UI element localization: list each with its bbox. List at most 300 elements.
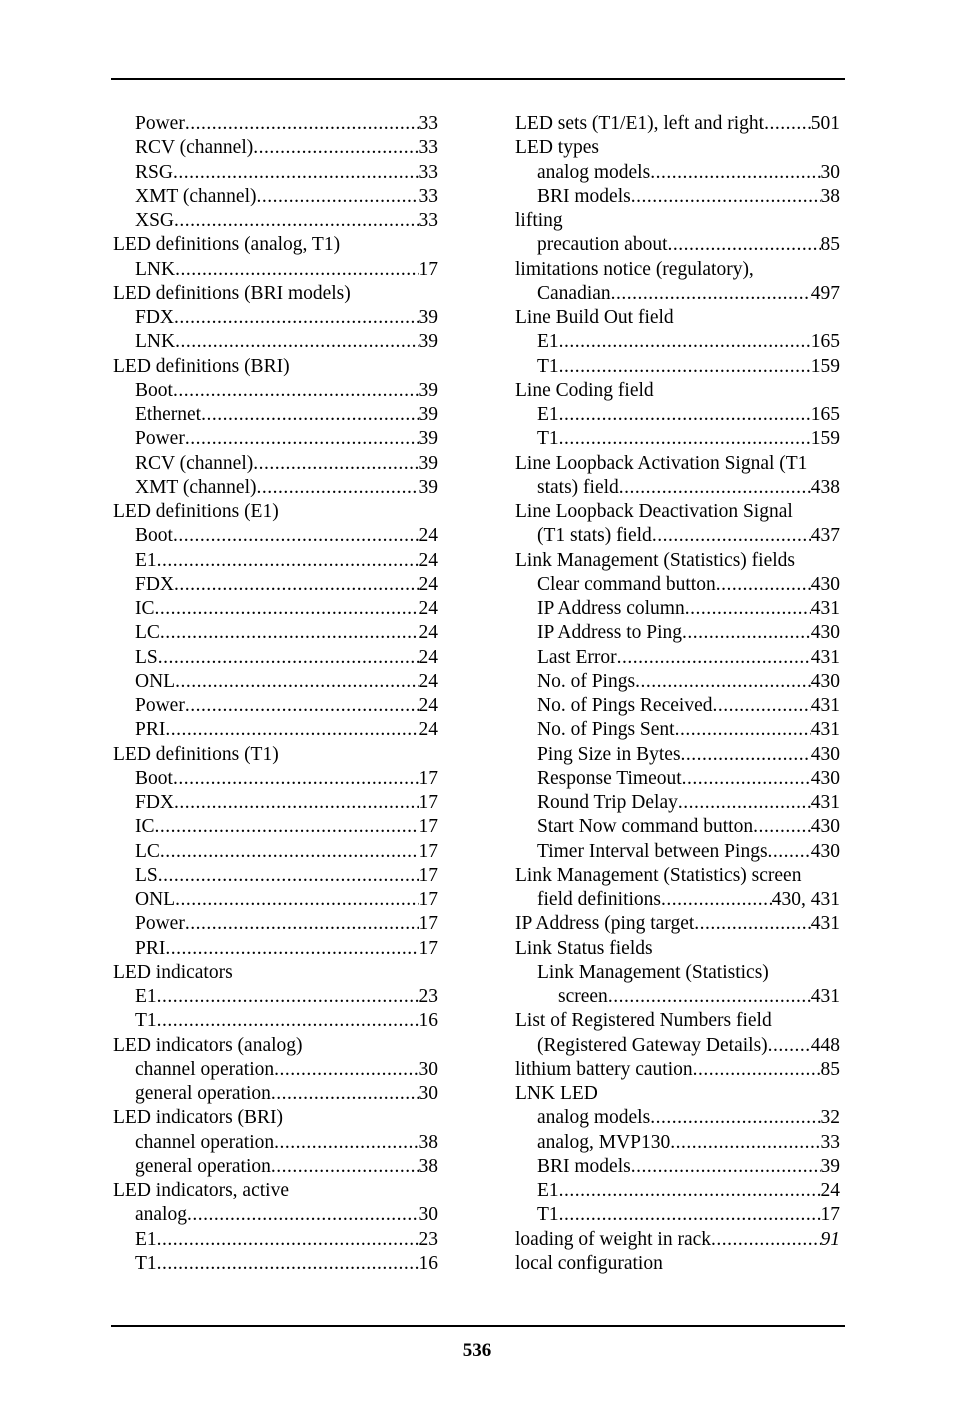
leader-dots (693, 1058, 821, 1082)
index-term: Ethernet (135, 404, 202, 425)
page-reference: 24 (418, 719, 438, 741)
index-term: Link Status fields (515, 937, 653, 959)
leader-dots (682, 621, 811, 645)
leader-dots (174, 209, 418, 233)
page-reference: 430 (810, 767, 840, 789)
index-subentry (515, 961, 840, 985)
leader-dots (753, 815, 811, 839)
index-heading (515, 912, 840, 936)
page-reference: 497 (810, 282, 840, 304)
index-subentry (113, 597, 438, 621)
index-subentry (113, 985, 438, 1009)
index-subentry (515, 840, 840, 864)
index-term: LED definitions (BRI) (113, 355, 290, 377)
index-term: LED definitions (T1) (113, 743, 279, 765)
leader-dots (650, 161, 820, 185)
page-reference: 33 (418, 185, 438, 207)
page-reference: 30 (418, 1083, 438, 1104)
index-subentry (113, 209, 438, 233)
leader-dots (174, 791, 418, 815)
index-subentry (515, 355, 840, 379)
index-subentry (113, 694, 438, 718)
index-heading (515, 937, 840, 961)
page-reference: 16 (418, 1252, 438, 1274)
index-heading (113, 961, 438, 985)
page-reference: 39 (418, 379, 438, 401)
leader-dots (175, 330, 418, 354)
leader-dots (157, 1252, 419, 1276)
index-term: LED indicators (BRI) (113, 1107, 284, 1129)
index-heading (113, 743, 438, 767)
index-term: LED definitions (E1) (113, 501, 279, 522)
page-reference: 448 (810, 1034, 840, 1056)
leader-dots (174, 306, 418, 330)
page-reference: 17 (418, 913, 438, 935)
index-term: LED indicators (analog) (113, 1034, 303, 1056)
page-reference: 33 (820, 1131, 840, 1153)
index-subentry (515, 1203, 840, 1227)
index-subentry (515, 476, 840, 500)
leader-dots (185, 912, 419, 936)
index-term: BRI models (537, 1155, 631, 1177)
leader-dots (682, 767, 811, 791)
index-term: E1 (537, 404, 559, 425)
index-subentry (515, 815, 840, 839)
index-term: LED sets (T1/E1), left and right (515, 113, 765, 134)
index-subentry (113, 452, 438, 476)
index-heading (113, 500, 438, 524)
index-subentry (113, 524, 438, 548)
index-term: Line Loopback Activation Signal (T1 (515, 452, 808, 474)
index-column-left (113, 112, 438, 1276)
index-heading (113, 355, 438, 379)
page-reference: 39 (418, 307, 438, 328)
leader-dots (158, 646, 419, 670)
leader-dots (253, 452, 418, 476)
index-term: Ping Size in Bytes (537, 743, 681, 765)
index-heading (515, 864, 840, 888)
index-heading (515, 1082, 840, 1106)
index-term: Power (135, 428, 185, 450)
index-subentry (515, 597, 840, 621)
index-subentry (113, 549, 438, 573)
page-reference: 17 (418, 792, 438, 813)
index-term: Link Management (Statistics) (537, 961, 769, 983)
index-term: LC (135, 622, 160, 644)
index-term: Link Management (Statistics) screen (515, 864, 802, 886)
page-reference: 438 (810, 476, 840, 498)
index-term: (Registered Gateway Details) (537, 1034, 768, 1056)
header-rule (111, 78, 845, 80)
leader-dots (175, 258, 418, 282)
leader-dots (668, 233, 821, 257)
leader-dots (253, 136, 418, 160)
page-reference: 430 (810, 622, 840, 644)
index-subentry (113, 1252, 438, 1276)
index-term: LNK (135, 331, 176, 353)
index-subentry (113, 379, 438, 403)
index-subentry (113, 1082, 438, 1106)
index-subentry (515, 791, 840, 815)
index-term: T1 (537, 355, 559, 377)
index-term: T1 (537, 428, 559, 450)
page-reference: 24 (418, 549, 438, 571)
index-term: E1 (135, 986, 157, 1007)
index-subentry (113, 1131, 438, 1155)
index-heading (515, 306, 840, 330)
index-subentry (515, 427, 840, 451)
leader-dots (678, 791, 811, 815)
leader-dots (670, 1131, 820, 1155)
index-term: ONL (135, 889, 176, 910)
leader-dots (185, 112, 419, 136)
leader-dots (271, 1082, 419, 1106)
leader-dots (271, 1155, 419, 1179)
page-reference: 33 (418, 210, 438, 231)
index-term: channel operation (135, 1131, 275, 1153)
index-term: analog models (537, 161, 651, 183)
index-subentry (113, 573, 438, 597)
leader-dots (635, 670, 811, 694)
index-subentry (113, 161, 438, 185)
page-reference: 30 (820, 161, 840, 183)
index-subentry (515, 403, 840, 427)
index-term: Canadian (537, 282, 611, 304)
index-term: Boot (135, 767, 173, 789)
index-term: lithium battery caution (515, 1058, 693, 1080)
leader-dots (611, 282, 811, 306)
index-subentry (515, 185, 840, 209)
page-reference: 17 (418, 840, 438, 862)
index-subentry (113, 864, 438, 888)
index-term: ONL (135, 670, 176, 692)
index-term: analog (135, 1204, 187, 1226)
index-term: XMT (channel) (135, 476, 257, 498)
leader-dots (712, 694, 810, 718)
page-reference: 430 (810, 573, 840, 595)
index-subentry (515, 573, 840, 597)
index-term: FDX (135, 307, 175, 328)
index-subentry (113, 476, 438, 500)
leader-dots (173, 161, 419, 185)
index-term: local configuration (515, 1252, 663, 1274)
leader-dots (650, 1106, 820, 1130)
page-reference: 24 (418, 646, 438, 668)
page-reference: 23 (418, 986, 438, 1007)
index-term: screen (558, 986, 608, 1007)
leader-dots (617, 646, 811, 670)
index-heading (515, 1009, 840, 1033)
index-subentry (515, 1131, 840, 1155)
page-reference: 33 (418, 137, 438, 159)
page-reference: 165 (810, 331, 840, 353)
index-heading (515, 452, 840, 476)
page-reference: 30 (418, 1058, 438, 1080)
index-subentry (515, 161, 840, 185)
page-reference: 17 (820, 1204, 840, 1226)
index-heading (515, 549, 840, 573)
leader-dots (559, 1203, 821, 1227)
page-reference: 85 (820, 1058, 840, 1080)
leader-dots (157, 985, 419, 1009)
index-subentry (113, 1009, 438, 1033)
index-heading (515, 258, 840, 282)
index-term: E1 (135, 1228, 157, 1250)
index-term: field definitions (537, 889, 662, 910)
page-reference: 39 (418, 452, 438, 474)
page-reference: 430 (810, 816, 840, 838)
leader-dots (631, 1155, 821, 1179)
page-reference: 17 (418, 937, 438, 959)
index-subentry (113, 112, 438, 136)
index-heading (515, 1058, 840, 1082)
leader-dots (160, 621, 419, 645)
index-heading (113, 1034, 438, 1058)
index-subentry (515, 1106, 840, 1130)
leader-dots (619, 476, 811, 500)
page-reference: 430, 431 (771, 889, 840, 910)
leader-dots (274, 1131, 418, 1155)
page-reference: 91 (820, 1228, 840, 1250)
index-term: Round Trip Delay (537, 792, 678, 813)
index-term: analog models (537, 1107, 651, 1129)
page-reference: 30 (418, 1204, 438, 1226)
index-subentry (113, 621, 438, 645)
page-reference: 39 (418, 476, 438, 498)
index-subentry (113, 912, 438, 936)
page-reference: 430 (810, 840, 840, 862)
index-term: LED types (515, 137, 599, 159)
leader-dots (716, 573, 811, 597)
page-reference: 33 (418, 113, 438, 134)
index-term: T1 (537, 1204, 559, 1226)
leader-dots (165, 718, 418, 742)
page-reference: 24 (820, 1180, 840, 1201)
index-heading (515, 1252, 840, 1276)
page-reference: 24 (418, 622, 438, 644)
leader-dots (158, 864, 419, 888)
page-reference: 24 (418, 598, 438, 619)
index-term: lifting (515, 210, 563, 231)
index-term: No. of Pings Received (537, 695, 713, 716)
index-term: LED indicators, active (113, 1180, 289, 1201)
index-term: channel operation (135, 1058, 275, 1080)
index-subentry (515, 524, 840, 548)
index-subentry (113, 888, 438, 912)
leader-dots (201, 403, 418, 427)
index-subentry (515, 1179, 840, 1203)
index-term: T1 (135, 1010, 157, 1032)
index-subentry (515, 743, 840, 767)
index-subentry (113, 185, 438, 209)
page-reference: 39 (418, 404, 438, 425)
index-term: E1 (537, 331, 559, 353)
page-reference: 85 (820, 234, 840, 256)
index-subentry (113, 1228, 438, 1252)
index-term: Timer Interval between Pings (537, 840, 768, 862)
index-term: Power (135, 913, 185, 935)
index-subentry (113, 791, 438, 815)
page-reference: 32 (820, 1107, 840, 1129)
leader-dots (173, 379, 419, 403)
leader-dots (256, 185, 418, 209)
index-term: LS (135, 646, 158, 668)
leader-dots (559, 1179, 821, 1203)
index-subentry (113, 937, 438, 961)
index-subentry (515, 767, 840, 791)
page-reference: 437 (810, 525, 840, 547)
leader-dots (155, 597, 419, 621)
index-term: LC (135, 840, 160, 862)
page-reference: 24 (418, 573, 438, 595)
index-term: general operation (135, 1083, 271, 1104)
leader-dots (157, 549, 419, 573)
index-term: Start Now command button (537, 816, 754, 838)
index-term: FDX (135, 792, 175, 813)
index-term: Line Coding field (515, 379, 654, 401)
index-subentry (515, 1034, 840, 1058)
index-term: IP Address column (537, 598, 685, 619)
index-heading (515, 136, 840, 160)
index-term: LNK (135, 258, 176, 280)
page-reference: 38 (820, 185, 840, 207)
leader-dots (559, 427, 811, 451)
leader-dots (175, 888, 418, 912)
index-subentry (113, 646, 438, 670)
page-reference: 24 (418, 695, 438, 716)
index-subentry (113, 840, 438, 864)
leader-dots (768, 840, 811, 864)
index-subentry (515, 233, 840, 257)
index-heading (515, 379, 840, 403)
index-subentry (113, 718, 438, 742)
index-subentry (113, 306, 438, 330)
leader-dots (631, 185, 821, 209)
index-term: Power (135, 695, 185, 716)
index-term: XSG (135, 210, 175, 231)
page-reference: 16 (418, 1010, 438, 1032)
leader-dots (768, 1034, 811, 1058)
index-subentry (515, 330, 840, 354)
leader-dots (681, 743, 811, 767)
page-reference: 431 (810, 986, 840, 1007)
leader-dots (173, 767, 419, 791)
index-heading (515, 1228, 840, 1252)
index-subentry (515, 646, 840, 670)
index-term: Clear command button (537, 573, 716, 595)
index-subentry (515, 694, 840, 718)
page-reference: 159 (810, 428, 840, 450)
index-term: Power (135, 113, 185, 134)
index-term: RSG (135, 161, 173, 183)
index-term: analog, MVP130 (537, 1131, 671, 1153)
index-subentry (515, 718, 840, 742)
index-term: stats) field (537, 476, 619, 498)
index-term: Line Build Out field (515, 307, 674, 328)
page-reference: 431 (810, 646, 840, 668)
leader-dots (160, 840, 419, 864)
index-heading (515, 209, 840, 233)
index-subentry (515, 670, 840, 694)
page-reference: 431 (810, 913, 840, 935)
page-reference: 38 (418, 1155, 438, 1177)
leader-dots (685, 597, 811, 621)
page-reference: 430 (810, 743, 840, 765)
index-term: PRI (135, 719, 166, 741)
page-reference: 17 (418, 864, 438, 886)
page-reference: 39 (418, 428, 438, 450)
index-term: LED definitions (analog, T1) (113, 234, 341, 256)
index-subentry (113, 1203, 438, 1227)
leader-dots (165, 937, 418, 961)
index-subentry (113, 1155, 438, 1179)
index-term: IC (135, 598, 155, 619)
index-term: IP Address to Ping (537, 622, 683, 644)
leader-dots (187, 1203, 419, 1227)
index-term: E1 (135, 549, 157, 571)
page-reference: 431 (810, 598, 840, 619)
index-subentry (515, 985, 840, 1009)
page-reference: 23 (418, 1228, 438, 1250)
page-reference: 17 (418, 767, 438, 789)
index-subentry (515, 1155, 840, 1179)
page-reference: 24 (418, 525, 438, 547)
leader-dots (157, 1228, 419, 1252)
index-term: No. of Pings Sent (537, 719, 675, 741)
index-term: Boot (135, 525, 173, 547)
index-column-right (515, 112, 840, 1276)
leader-dots (694, 912, 810, 936)
page-reference: 17 (418, 258, 438, 280)
index-term: (T1 stats) field (537, 525, 652, 547)
leader-dots (559, 330, 811, 354)
index-term: LS (135, 864, 158, 886)
index-term: limitations notice (regulatory), (515, 258, 754, 280)
page-reference: 430 (810, 670, 840, 692)
leader-dots (559, 355, 811, 379)
page-reference: 431 (810, 719, 840, 741)
leader-dots (675, 718, 811, 742)
page-reference: 159 (810, 355, 840, 377)
index-heading (113, 1179, 438, 1203)
index-term: general operation (135, 1155, 271, 1177)
leader-dots (185, 427, 419, 451)
leader-dots (256, 476, 418, 500)
index-term: IP Address (ping target (515, 913, 695, 935)
index-term: LNK LED (515, 1083, 598, 1104)
page-reference: 24 (418, 670, 438, 692)
index-heading (113, 1106, 438, 1130)
page-number: 536 (462, 1340, 492, 1361)
leader-dots (155, 815, 419, 839)
index-subentry (113, 815, 438, 839)
page-reference: 501 (810, 113, 840, 134)
page-reference: 17 (418, 889, 438, 910)
index-term: Last Error (537, 646, 617, 668)
index-term: BRI models (537, 185, 631, 207)
index-term: loading of weight in rack (515, 1228, 712, 1250)
index-term: PRI (135, 937, 166, 959)
index-subentry (515, 282, 840, 306)
index-subentry (113, 330, 438, 354)
page-reference: 17 (418, 816, 438, 838)
footer-rule (111, 1325, 845, 1327)
index-term: List of Registered Numbers field (515, 1010, 772, 1032)
index-heading (515, 500, 840, 524)
leader-dots (157, 1009, 419, 1033)
index-heading (113, 233, 438, 257)
index-term: IC (135, 816, 155, 838)
